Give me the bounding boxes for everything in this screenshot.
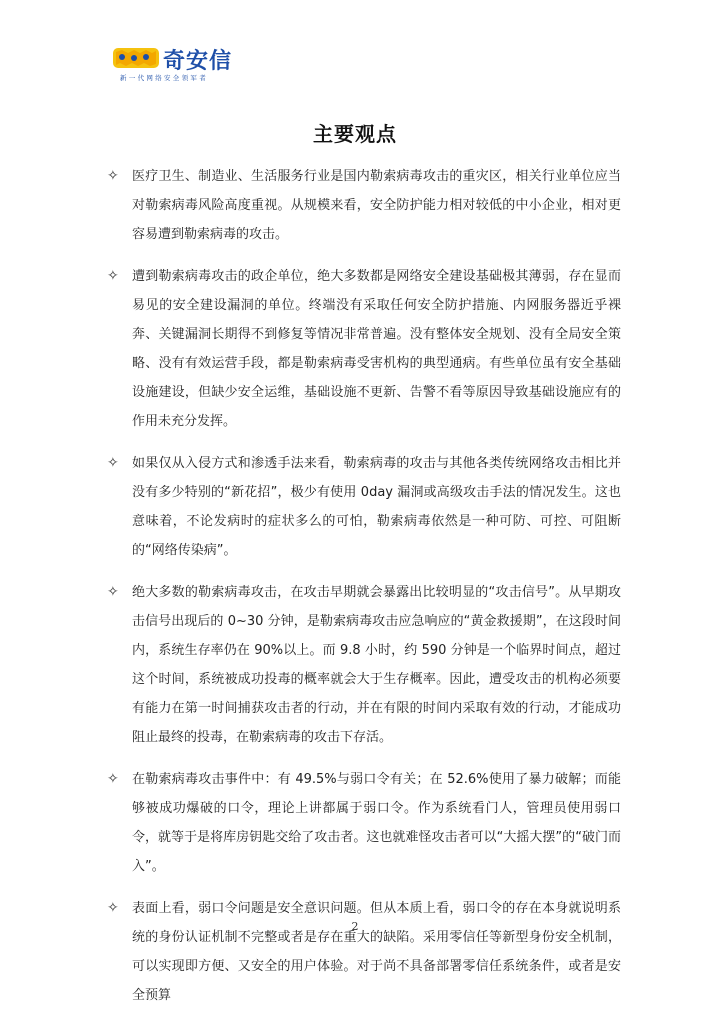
- list-item-text: 表面上看，弱口令问题是安全意识问题。但从本质上看，弱口令的存在本身就说明系统的身份认证机制不完整或者是存在重大的缺陷。采用零信任等新型身份安全机制，可以实现即方便、又安全的用户体验。对于尚不具备部署零信任系统条件，或者是安全预算: [132, 901, 621, 1003]
- diamond-bullet-icon: ✧: [107, 584, 119, 600]
- list-item: [107, 262, 621, 436]
- diamond-bullet-icon: ✧: [107, 268, 119, 284]
- logo-name: 奇安信: [163, 49, 233, 74]
- list-item-text: 遭到勒索病毒攻击的政企单位，绝大多数都是网络安全建设基础极其薄弱，存在显而易见的安全建设漏洞的单位。终端没有采取任何安全防护措施、内网服务器近乎裸奔、关键漏洞长期得不到修复等情况非常普遍。没有整体安全规划、没有全局安全策略、没有有效运营手段，都是勒索病毒受害机构的典型通病。有些单位虽有安全基础设施建设，但缺少安全运维，基础设施不更新、告警不看等原因导致基础设施应有的作用未充分发挥。: [132, 269, 621, 429]
- list-item-text: 医疗卫生、制造业、生活服务行业是国内勒索病毒攻击的重灾区，相关行业单位应当对勒索病毒风险高度重视。从规模来看，安全防护能力相对较低的中小企业，相对更容易遭到勒索病毒的攻击。: [132, 169, 621, 242]
- list-item-text: 在勒索病毒攻击事件中：有 49.5%与弱口令有关；在 52.6%使用了暴力破解；而能够被成功爆破的口令，理论上讲都属于弱口令。作为系统看门人，管理员使用弱口令，就等于是将库房钥匙交给了攻击者。这也就难怪攻击者可以“大摇大摆”的“破门而入”。: [132, 772, 621, 874]
- key-points-list: [107, 162, 621, 1023]
- page-title: 主要观点: [313, 122, 397, 146]
- page-number: 2: [351, 920, 359, 933]
- list-item: [107, 894, 621, 1010]
- logo-mark-icon: [112, 46, 160, 72]
- diamond-bullet-icon: ✧: [107, 771, 119, 787]
- list-item: [107, 449, 621, 565]
- diamond-bullet-icon: ✧: [107, 455, 119, 471]
- list-item: [107, 578, 621, 752]
- list-item: [107, 765, 621, 881]
- diamond-bullet-icon: ✧: [107, 168, 119, 184]
- company-logo: [112, 44, 252, 86]
- list-item: [107, 162, 621, 249]
- list-item-text: 如果仅从入侵方式和渗透手法来看，勒索病毒的攻击与其他各类传统网络攻击相比并没有多少特别的“新花招”，极少有使用 0day 漏洞或高级攻击手法的情况发生。这也意味着，不论发病时的症状多么的可怕，勒索病毒依然是一种可防、可控、可阻断的“网络传染病”。: [132, 456, 621, 558]
- logo-tagline: 新一代网络安全领军者: [120, 74, 208, 82]
- diamond-bullet-icon: ✧: [107, 900, 119, 916]
- list-item-text: 绝大多数的勒索病毒攻击，在攻击早期就会暴露出比较明显的“攻击信号”。从早期攻击信号出现后的 0~30 分钟，是勒索病毒攻击应急响应的“黄金救援期”，在这段时间内，系统生存率仍在 90%以上。而 9.8 小时，约 590 分钟是一个临界时间点，超过这个时间，系统被成功投毒的概率就会大于生存概率。因此，遭受攻击的机构必须要有能力在第一时间捕获攻击者的行动，并在有限的时间内采取有效的行动，才能成功阻止最终的投毒，在勒索病毒的攻击下存活。: [132, 585, 621, 745]
